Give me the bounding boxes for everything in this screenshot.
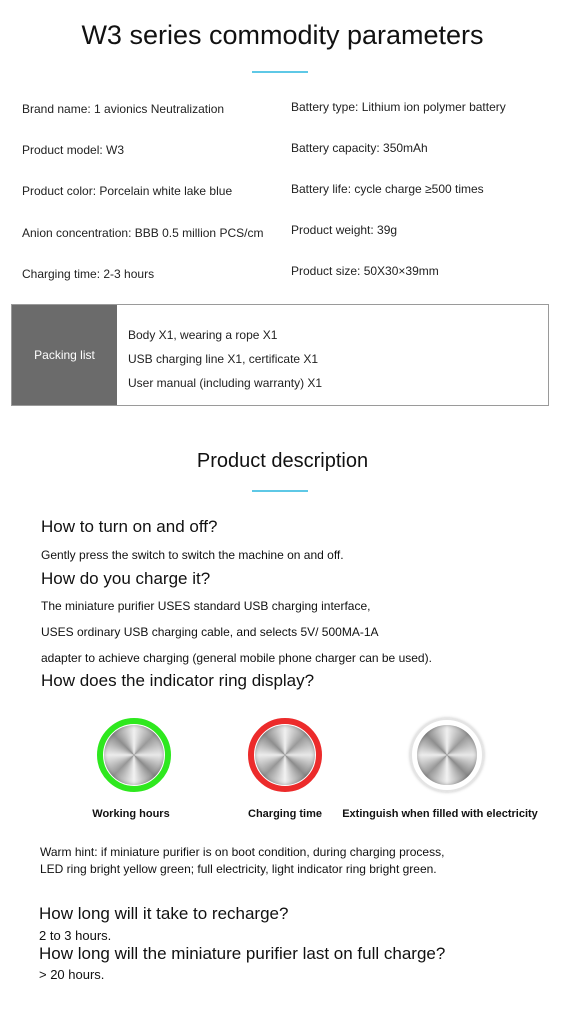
faq-question-battery-life: How long will the miniature purifier last on full charge? bbox=[39, 944, 446, 963]
param-battery-type: Battery type: Lithium ion polymer battery bbox=[291, 100, 506, 114]
section-title: Product description bbox=[196, 450, 369, 472]
purifier-button-disc bbox=[104, 725, 164, 785]
param-battery-life: Battery life: cycle charge ≥500 times bbox=[291, 182, 484, 196]
faq-answer-power: Gently press the switch to switch the machine on and off. bbox=[41, 548, 344, 562]
packing-item: User manual (including warranty) X1 bbox=[128, 376, 323, 390]
param-charging-time: Charging time: 2-3 hours bbox=[22, 267, 155, 281]
param-anion-concentration: Anion concentration: BBB 0.5 million PCS/cm bbox=[22, 226, 264, 240]
packing-list-box bbox=[11, 304, 549, 406]
indicator-ring-red bbox=[248, 718, 322, 792]
param-product-size: Product size: 50X30×39mm bbox=[291, 264, 439, 278]
param-product-color: Product color: Porcelain white lake blue bbox=[22, 184, 233, 198]
faq-question-charge: How do you charge it? bbox=[41, 569, 211, 588]
indicator-ring-off bbox=[410, 718, 484, 792]
param-product-weight: Product weight: 39g bbox=[291, 223, 398, 237]
indicator-label-charging: Charging time bbox=[248, 808, 322, 820]
faq-answer-charge-line: USES ordinary USB charging cable, and selects 5V/ 500MA-1A bbox=[41, 625, 379, 639]
param-brand-name: Brand name: 1 avionics Neutralization bbox=[22, 102, 225, 116]
faq-question-indicator: How does the indicator ring display? bbox=[41, 671, 315, 690]
faq-answer-charge-line: adapter to achieve charging (general mobile phone charger can be used). bbox=[41, 651, 432, 665]
warm-hint-line: Warm hint: if miniature purifier is on boot condition, during charging process, bbox=[40, 845, 445, 859]
indicator-ring-green bbox=[97, 718, 171, 792]
param-battery-capacity: Battery capacity: 350mAh bbox=[291, 141, 428, 155]
title-accent-divider bbox=[252, 71, 308, 73]
faq-answer-recharge: 2 to 3 hours. bbox=[39, 928, 112, 943]
warm-hint-line: LED ring bright yellow green; full electricity, light indicator ring bright green. bbox=[40, 862, 437, 876]
purifier-button-disc bbox=[255, 725, 315, 785]
param-product-model: Product model: W3 bbox=[22, 143, 125, 157]
faq-answer-charge-line: The miniature purifier USES standard USB charging interface, bbox=[41, 599, 371, 613]
packing-item: USB charging line X1, certificate X1 bbox=[128, 352, 319, 366]
faq-question-recharge: How long will it take to recharge? bbox=[39, 904, 289, 923]
faq-question-power: How to turn on and off? bbox=[41, 517, 218, 536]
page-title: W3 series commodity parameters bbox=[81, 20, 484, 50]
purifier-button-disc bbox=[417, 725, 477, 785]
section-accent-divider bbox=[252, 490, 308, 492]
faq-answer-battery-life: > 20 hours. bbox=[39, 967, 105, 982]
packing-item: Body X1, wearing a rope X1 bbox=[128, 328, 278, 342]
indicator-label-full: Extinguish when filled with electricity bbox=[342, 808, 538, 820]
indicator-label-working: Working hours bbox=[92, 808, 170, 820]
packing-list-label: Packing list bbox=[12, 305, 117, 405]
